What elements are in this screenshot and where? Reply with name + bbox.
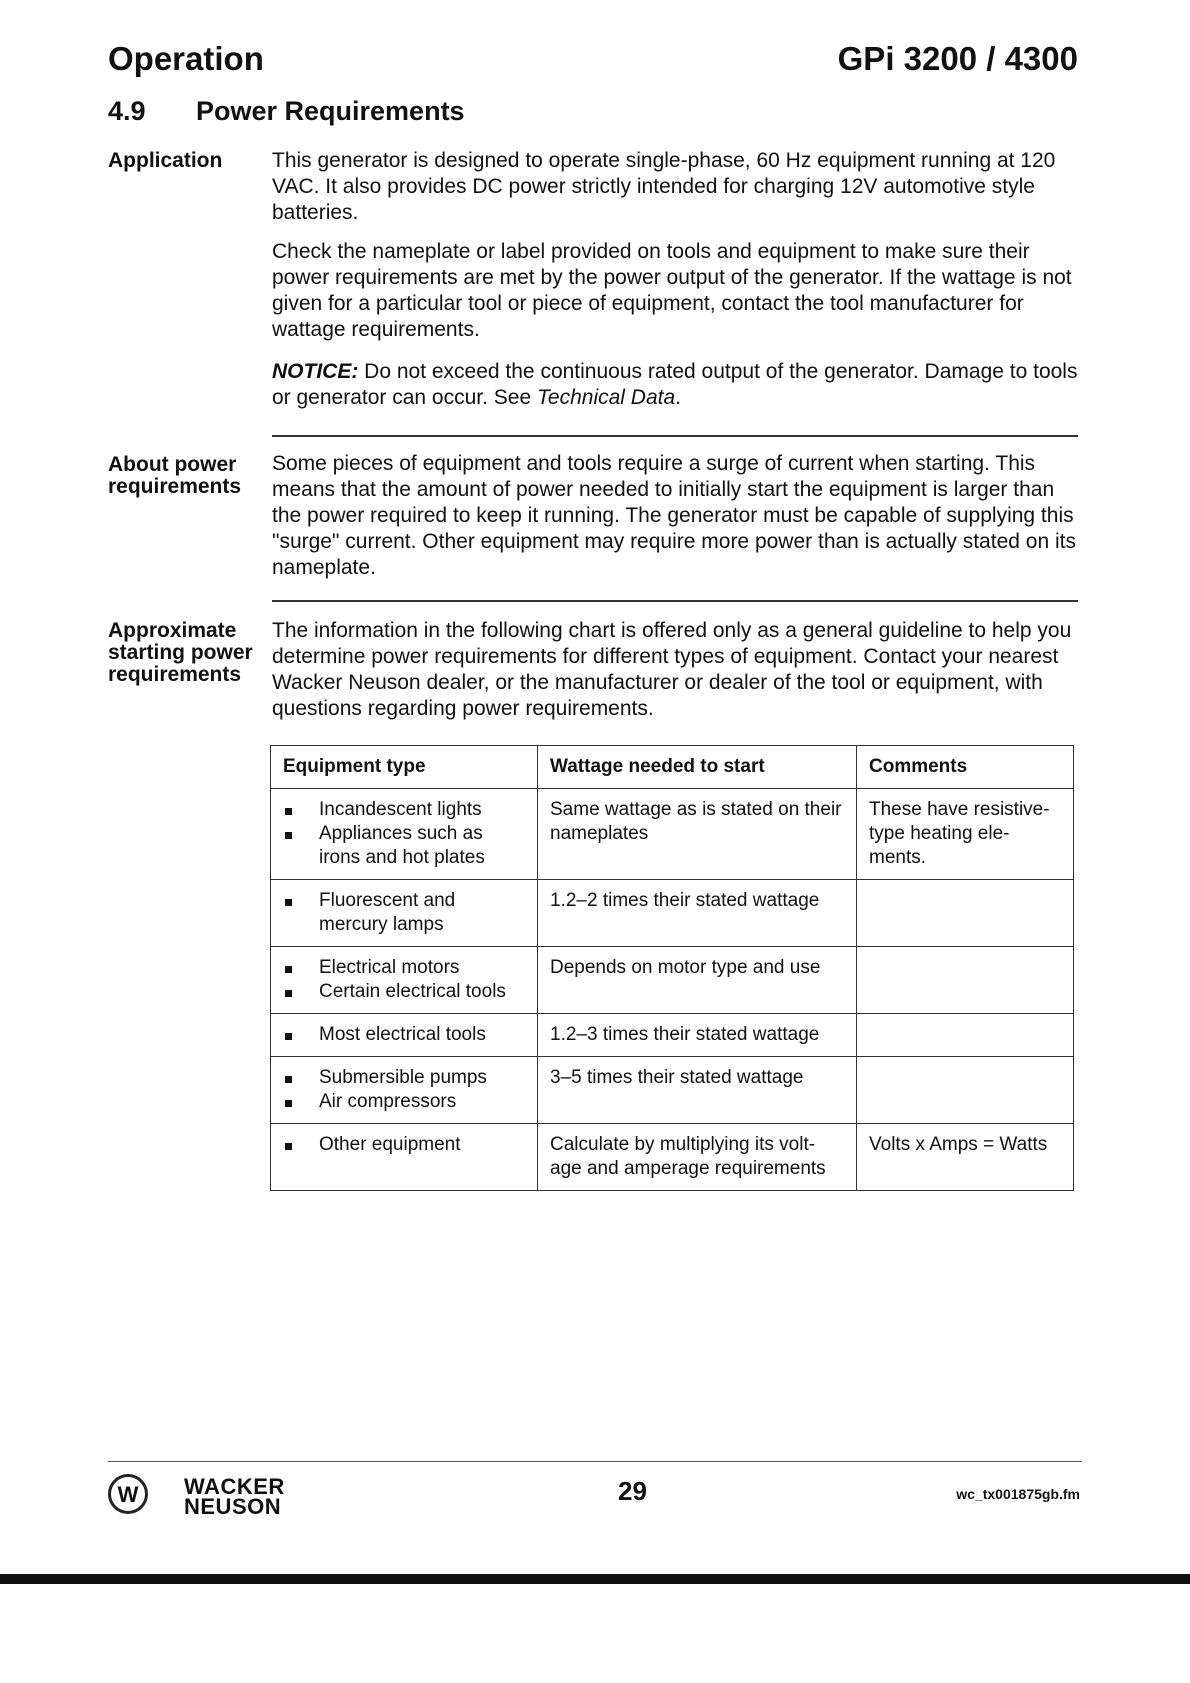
comments-cell xyxy=(857,1014,1074,1057)
equipment-item: Most electrical tools xyxy=(283,1023,525,1047)
scan-bottom-bar xyxy=(0,1574,1190,1584)
section-title-text: Power Requirements xyxy=(196,96,465,126)
equipment-cell xyxy=(271,1124,538,1191)
file-name: wc_tx001875gb.fm xyxy=(956,1486,1080,1502)
notice-end: . xyxy=(675,386,681,409)
equipment-item: Other equipment xyxy=(283,1133,525,1157)
approx-body xyxy=(272,618,1080,735)
notice-label: NOTICE: xyxy=(272,360,359,383)
comments-cell: Volts x Amps = Watts xyxy=(857,1124,1074,1191)
equipment-item: Electrical motors xyxy=(283,956,525,980)
header-comments: Comments xyxy=(857,746,1074,789)
application-body xyxy=(272,148,1080,424)
comments-cell: These have resistive-type heating ele-ments. xyxy=(857,789,1074,880)
header-wattage: Wattage needed to start xyxy=(538,746,857,789)
table-row xyxy=(271,947,1074,1014)
about-paragraph: Some pieces of equipment and tools require a surge of current when starting. This means that the amount of power needed to initially start the equipment is larger than the power required to keep it running. The generator must be capable of supplying this "surge" current. Other equipment may require more power than is actually stated on its nameplate. xyxy=(272,452,1076,579)
notice-text: Do not exceed the continuous rated output of the generator. Damage to tools or generator can occur. See xyxy=(272,360,1078,409)
header-chapter: Operation xyxy=(108,40,264,77)
table-header-row xyxy=(271,746,1074,789)
equipment-item: Appliances such as irons and hot plates xyxy=(283,822,525,870)
page-number: 29 xyxy=(618,1476,647,1506)
power-requirements-table xyxy=(270,745,1074,1191)
approx-paragraph: The information in the following chart is offered only as a general guideline to help you determine power requirements for different types of equipment. Contact your nearest Wacker Neuson dealer, or the manufacturer or dealer of the tool or equipment, with questions regarding power requirements. xyxy=(272,619,1072,720)
equipment-cell xyxy=(271,947,538,1014)
header-equipment-type: Equipment type xyxy=(271,746,538,789)
table-row xyxy=(271,1014,1074,1057)
footer-divider xyxy=(108,1461,1082,1462)
section-number: 4.9 xyxy=(108,96,146,126)
wattage-cell: Calculate by multiplying its volt-age and amperage requirements xyxy=(538,1124,857,1191)
table-row xyxy=(271,1057,1074,1124)
about-body xyxy=(272,451,1080,594)
application-paragraph-1: This generator is designed to operate single-phase, 60 Hz equipment running at 120 VAC. It also provides DC power strictly intended for charging 12V automotive style batteries. xyxy=(272,149,1056,224)
wacker-neuson-logo-icon xyxy=(108,1474,148,1514)
wattage-cell: Same wattage as is stated on their nameplates xyxy=(538,789,857,880)
equipment-item: Certain electrical tools xyxy=(283,980,525,1004)
logo-wordmark xyxy=(184,1474,285,1519)
equipment-cell xyxy=(271,1014,538,1057)
approx-label-line-1: Approximate xyxy=(108,619,237,642)
application-label: Application xyxy=(108,149,223,172)
about-label-line-2: requirements xyxy=(108,475,242,498)
equipment-item: Incandescent lights xyxy=(283,798,525,822)
comments-cell xyxy=(857,947,1074,1014)
equipment-item: Submersible pumps xyxy=(283,1066,525,1090)
notice-paragraph xyxy=(272,359,1080,411)
header-model: GPi 3200 / 4300 xyxy=(837,40,1078,77)
comments-cell xyxy=(857,1057,1074,1124)
approx-label xyxy=(108,620,268,686)
logo-line-2: NEUSON xyxy=(184,1494,282,1519)
comments-cell xyxy=(857,880,1074,947)
equipment-cell xyxy=(271,1057,538,1124)
table-row xyxy=(271,880,1074,947)
section-title xyxy=(108,96,465,127)
table-row xyxy=(271,1124,1074,1191)
wattage-cell: Depends on motor type and use xyxy=(538,947,857,1014)
approx-label-line-3: requirements xyxy=(108,663,242,686)
equipment-item: Fluorescent and mercury lamps xyxy=(283,889,525,937)
section-divider xyxy=(272,600,1078,602)
about-label xyxy=(108,454,268,498)
logo-mark: W xyxy=(117,1482,139,1507)
logo-line-1: WACKER xyxy=(184,1474,285,1499)
application-paragraph-2: Check the nameplate or label provided on tools and equipment to make sure their power requirements are met by the power output of the generator. If the wattage is not given for a particular tool or piece of equipment, contact the tool manufacturer for wattage requirements. xyxy=(272,240,1072,341)
wattage-cell: 3–5 times their stated wattage xyxy=(538,1057,857,1124)
equipment-cell xyxy=(271,789,538,880)
notice-reference-link[interactable]: Technical Data xyxy=(537,386,676,409)
wattage-cell: 1.2–2 times their stated wattage xyxy=(538,880,857,947)
about-label-line-1: About power xyxy=(108,453,237,476)
table-row xyxy=(271,789,1074,880)
equipment-item: Air compressors xyxy=(283,1090,525,1114)
wattage-cell: 1.2–3 times their stated wattage xyxy=(538,1014,857,1057)
approx-label-line-2: starting power xyxy=(108,641,253,664)
equipment-cell xyxy=(271,880,538,947)
section-divider xyxy=(272,435,1078,437)
